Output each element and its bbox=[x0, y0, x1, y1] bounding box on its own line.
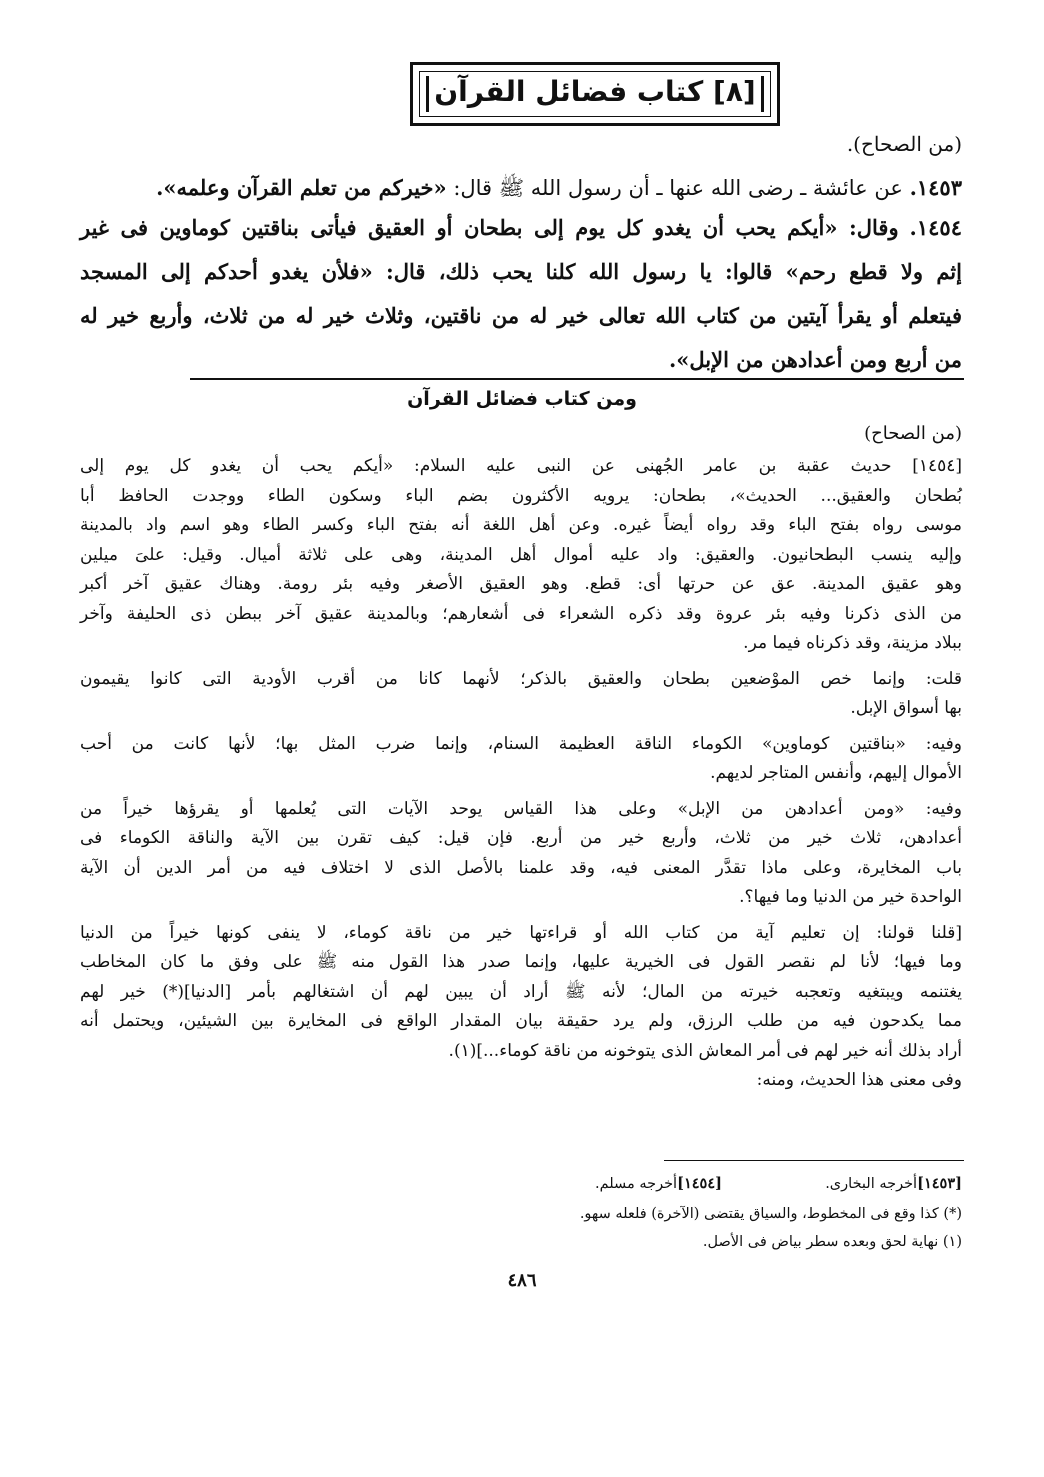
chapter-title: [٨] كتاب فضائل القرآن bbox=[434, 75, 756, 108]
commentary-line: مما يكدحون فيه من طلب الرزق، ولم يرد حقيقة بيان المقدار الواقع فى المخايرة بين الشيئين، ويحتمل أنه bbox=[80, 1011, 962, 1031]
commentary-line: أعدادهن، ثلاث خير من ثلاث، وأربع خير من أربع. فإن قيل: كيف تقرن بين الآية والناقة الكوماء فى bbox=[80, 828, 962, 848]
hadith-line: وقال: «أيكم يحب أن يغدو كل يوم إلى بطحان أو العقيق فيأتى بناقتين كوماوين فى غير bbox=[80, 215, 899, 240]
footnote-ref: [١٤٥٤] bbox=[677, 1175, 722, 1192]
commentary-line: بها أسواق الإبل. bbox=[850, 698, 962, 718]
commentary-line: وفيه: «بناقتين كوماوين» الكوماء الناقة العظيمة السنام، وإنما ضرب المثل بها؛ لأنها كانت من أحب bbox=[80, 733, 962, 754]
footnote-ref: [١٤٥٣] bbox=[917, 1175, 962, 1192]
source-label-2: (من الصحاح) bbox=[864, 423, 962, 444]
commentary-line: ببلاد مزينة، وقد ذكرناه فيما مر. bbox=[743, 633, 962, 653]
footnote-4: (١) نهاية لحق وبعده سطر بياض فى الأصل. bbox=[702, 1234, 962, 1250]
footnotes bbox=[500, 1172, 962, 1272]
hadith-1454 bbox=[80, 206, 962, 382]
commentary-line: أراد بذلك أنه خير لهم فى أمر المعاش الذى يتوخونه من ناقة كوماء...](١). bbox=[448, 1040, 962, 1061]
footnote-1 bbox=[825, 1172, 962, 1196]
hadith-number: ١٤٥٤. bbox=[909, 215, 962, 240]
commentary-line: وفيه: «ومن أعدادهن من الإبل» وعلى هذا القياس يوحد الآيات التى يُعلمها أو يقرؤها خيراً من bbox=[80, 798, 962, 819]
commentary-line: وما فيها؛ لأنا لم نقصر القول فى الخيرية عليها، وإنما صدر هذا القول منه ﷺ على وفق ما كان المخاطب bbox=[80, 952, 962, 972]
section-divider bbox=[190, 378, 964, 380]
page-number: ٤٨٦ bbox=[507, 1270, 537, 1291]
commentary-line: موسى رواه بفتح الباء وقد رواه أيضاً غيره. وعن أهل اللغة أنه بفتح الباء وكسر الطاء وهو اسم واد بالمدينة bbox=[80, 515, 962, 535]
commentary-line: من الذى ذكرنا وفيه بئر عروة وقد ذكره الشعراء فى أشعارهم؛ وبالمدينة عقيق آخر ببطن ذى الحليفة وآخر bbox=[80, 603, 962, 624]
commentary-line: باب المخايرة، وعلى ماذا تقدَّر المعنى فيه، وقد علمنا بالأصل الذى لا اختلاف فيه من أمر الدين أن الآية bbox=[80, 857, 962, 878]
commentary-line: وهو عقيق المدينة. عق عن حرتها أى: قطع. وهو العقيق الأصغر وفيه بئر رومة. وهناك عقيق آخر أكبر bbox=[80, 574, 962, 594]
footnote-divider bbox=[664, 1160, 964, 1161]
commentary-line: قلت: وإنما خص الموْضعين بطحان والعقيق بالذكر؛ لأنهما كانا من أقرب الأودية التى كانوا يقيمون bbox=[80, 668, 962, 689]
hadith-number: ١٤٥٣. bbox=[909, 175, 962, 200]
source-label-1: (من الصحاح). bbox=[846, 132, 962, 156]
commentary-title: ومن كتاب فضائل القرآن bbox=[407, 388, 637, 410]
commentary-line: الأموال إليهم، وأنفس المتاجر لديهم. bbox=[710, 763, 962, 783]
commentary-body bbox=[80, 452, 962, 1096]
commentary-line: بُطحان والعقيق... الحديث»، بطحان: يرويه الأكثرون بضم الباء وسكون الطاء ووجدت الحافظ أبا bbox=[80, 485, 962, 506]
hadith-1453 bbox=[80, 166, 962, 210]
commentary-line: [١٤٥٤] حديث عقبة بن عامر الجُهنى عن النبى عليه السلام: «أيكم يحب أن يغدو كل يوم إلى bbox=[80, 456, 962, 476]
footnote-text: أخرجه مسلم. bbox=[594, 1176, 678, 1192]
hadith-text: «خيركم من تعلم القرآن وعلمه». bbox=[156, 175, 447, 200]
chapter-title-frame bbox=[410, 62, 780, 126]
hadith-line: فيتعلم أو يقرأ آيتين من كتاب الله تعالى خير له من ناقتين، وثلاث خير له من ثلاث، وأربع خير له bbox=[80, 303, 962, 328]
commentary-line: الواحدة خير من الدنيا وما فيها؟. bbox=[739, 887, 962, 907]
commentary-line: وفى معنى هذا الحديث، ومنه: bbox=[756, 1070, 962, 1090]
commentary-line: وإليه ينسب البطحانيون. والعقيق: واد عليه أموال أهل المدينة، وهى على ثلاثة أميال. وقيل: علىَ ميلين bbox=[80, 544, 962, 565]
hadith-line: إثم ولا قطع رحم» قالوا: يا رسول الله كلنا يحب ذلك، قال: «فلأن يغدو أحدكم إلى المسجد bbox=[80, 259, 962, 284]
hadith-line: من أربع ومن أعدادهن من الإبل». bbox=[668, 347, 962, 372]
footnote-2 bbox=[595, 1172, 722, 1196]
footnote-3: (*) كذا وقع فى المخطوط، والسياق يقتضى (الآخرة) فلعله سهو. bbox=[579, 1206, 962, 1222]
commentary-line: يغتنمه ويبتغيه وتعجبه خيرته من المال؛ لأنه ﷺ أراد أن يبين لهم أن اشتغالهم بأمر [الدنيا](*) خير لهم bbox=[80, 981, 962, 1002]
hadith-intro: عن عائشة ـ رضى الله عنها ـ أن رسول الله ﷺ قال: bbox=[453, 176, 903, 200]
commentary-line: [قلنا قولنا: إن تعليم آية من كتاب الله أو قراءتها خير من ناقة كوماء، لا ينفى كونها خيراً من الدنيا bbox=[80, 922, 962, 943]
footnote-text: أخرجه البخارى. bbox=[825, 1176, 918, 1192]
